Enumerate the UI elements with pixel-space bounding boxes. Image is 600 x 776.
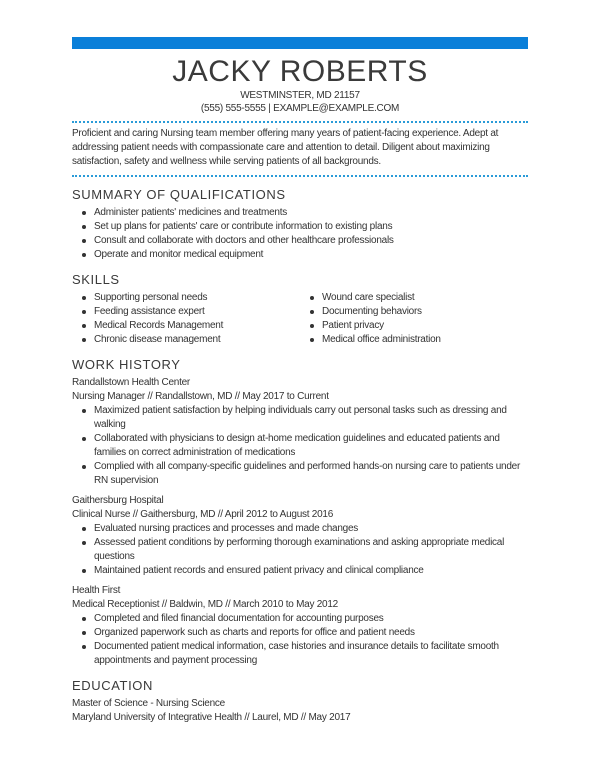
company-name: Randallstown Health Center — [72, 377, 191, 388]
list-item: Evaluated nursing practices and processes and made changes — [94, 522, 528, 536]
qualifications-list — [72, 206, 528, 262]
skills-list-left — [72, 291, 300, 347]
list-item: Set up plans for patients' care or contribute information to existing plans — [94, 220, 528, 234]
skills-list-right — [300, 291, 528, 347]
job-entry — [72, 584, 528, 668]
list-item: Operate and monitor medical equipment — [94, 248, 528, 262]
list-item: Complied with all company-specific guidelines and performed hands-on nursing care to patients under RN supervision — [94, 460, 528, 488]
work-history-section — [72, 357, 528, 668]
section-heading: EDUCATION — [72, 678, 153, 693]
list-item: Supporting personal needs — [94, 291, 300, 305]
company-name: Health First — [72, 585, 121, 596]
contact-info: (555) 555-5555 | EXAMPLE@EXAMPLE.COM — [200, 103, 400, 114]
list-item: Medical office administration — [322, 333, 528, 347]
job-duties — [72, 612, 528, 668]
list-item: Wound care specialist — [322, 291, 528, 305]
list-item: Documenting behaviors — [322, 305, 528, 319]
address: WESTMINSTER, MD 21157 — [240, 90, 360, 101]
job-role: Clinical Nurse // Gaithersburg, MD // April 2012 to August 2016 — [72, 509, 334, 520]
list-item: Maintained patient records and ensured patient privacy and clinical compliance — [94, 564, 528, 578]
skills-section — [72, 272, 528, 347]
school: Maryland University of Integrative Health // Laurel, MD // May 2017 — [72, 712, 351, 723]
section-heading: WORK HISTORY — [72, 357, 181, 372]
section-heading: SUMMARY OF QUALIFICATIONS — [72, 187, 286, 202]
list-item: Chronic disease management — [94, 333, 300, 347]
section-heading: SKILLS — [72, 272, 120, 287]
job-role: Nursing Manager // Randallstown, MD // May 2017 to Current — [72, 391, 329, 402]
list-item: Completed and filed financial documentation for accounting purposes — [94, 612, 528, 626]
list-item: Collaborated with physicians to design at-home medication guidelines and educated patients and families on correct administration of medications — [94, 432, 528, 460]
job-duties — [72, 522, 528, 578]
degree: Master of Science - Nursing Science — [72, 698, 225, 709]
header-accent-bar — [72, 37, 528, 49]
job-role: Medical Receptionist // Baldwin, MD // March 2010 to May 2012 — [72, 599, 338, 610]
job-entry — [72, 494, 528, 578]
list-item: Medical Records Management — [94, 319, 300, 333]
list-item: Organized paperwork such as charts and reports for office and patient needs — [94, 626, 528, 640]
list-item: Feeding assistance expert — [94, 305, 300, 319]
qualifications-section — [72, 187, 528, 262]
divider — [72, 175, 528, 177]
list-item: Assessed patient conditions by performing thorough examinations and asking appropriate medical questions — [94, 536, 528, 564]
job-duties — [72, 404, 528, 488]
company-name: Gaithersburg Hospital — [72, 495, 164, 506]
divider — [72, 121, 528, 123]
list-item: Documented patient medical information, case histories and insurance details to facilitate smooth appointments and payment processing — [94, 640, 528, 668]
list-item: Patient privacy — [322, 319, 528, 333]
education-section — [72, 678, 528, 725]
candidate-name: JACKY ROBERTS — [172, 55, 428, 88]
list-item: Maximized patient satisfaction by helping individuals carry out personal tasks such as dressing and walking — [94, 404, 528, 432]
job-entry — [72, 376, 528, 488]
list-item: Consult and collaborate with doctors and other healthcare professionals — [94, 234, 528, 248]
list-item: Administer patients' medicines and treatments — [94, 206, 528, 220]
professional-summary: Proficient and caring Nursing team member offering many years of patient-facing experience. Adept at addressing patient needs with compassionate care and attention to detail. Diligent about maximizing satisfaction, safety and wellness while serving patients of all backgrounds. — [72, 128, 499, 167]
